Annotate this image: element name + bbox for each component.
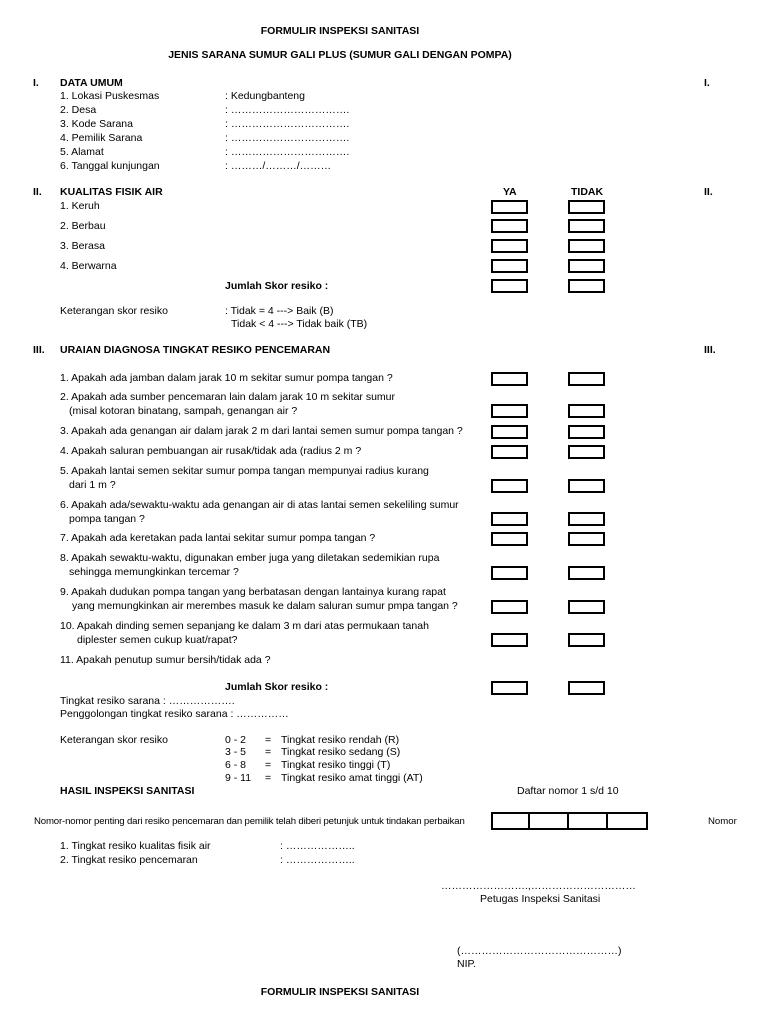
legend-description: Tingkat resiko rendah (R) bbox=[281, 734, 400, 746]
score-box-ya[interactable] bbox=[491, 279, 528, 293]
checkbox-tidak[interactable] bbox=[568, 633, 605, 647]
checkbox-ya[interactable] bbox=[491, 532, 528, 546]
section-2-number-right: II. bbox=[704, 186, 713, 198]
score-box-ya[interactable] bbox=[491, 681, 528, 695]
checkbox-tidak[interactable] bbox=[568, 239, 605, 253]
nomor-penting-text: Nomor-nomor penting dari resiko pencemaran dan pemilik telah diberi petunjuk untuk tindakan perbaikan bbox=[34, 816, 465, 827]
question-4: 4. Apakah saluran pembuangan air rusak/tidak ada (radius 2 m ? bbox=[60, 445, 362, 457]
question-2: 2. Apakah ada sumber pencemaran lain dalam jarak 10 m sekitar sumur bbox=[60, 391, 396, 403]
section-2-score-label: Jumlah Skor resiko : bbox=[225, 280, 329, 292]
checkbox-ya[interactable] bbox=[491, 445, 528, 459]
daftar-nomor-label: Daftar nomor 1 s/d 10 bbox=[517, 785, 619, 797]
question-8-cont: sehingga memungkinkan tercemar ? bbox=[69, 566, 239, 578]
checkbox-ya[interactable] bbox=[491, 600, 528, 614]
checkbox-ya[interactable] bbox=[491, 479, 528, 493]
question-6-cont: pompa tangan ? bbox=[69, 513, 145, 525]
checkbox-ya[interactable] bbox=[491, 372, 528, 386]
section-1-number: I. bbox=[33, 77, 39, 89]
question-10: 10. Apakah dinding semen sepanjang ke dalam 3 m dari atas permukaan tanah bbox=[60, 620, 429, 632]
risk-level-label: Tingkat resiko sarana : ………………. bbox=[60, 695, 235, 707]
risk-class-label: Penggolongan tingkat resiko sarana : …………… bbox=[60, 708, 289, 720]
result-item-2-label: 2. Tingkat resiko pencemaran bbox=[60, 854, 198, 866]
water-item-berbau: 2. Berbau bbox=[60, 220, 106, 232]
question-2-cont: (misal kotoran binatang, sampah, genangan air ? bbox=[69, 405, 298, 417]
checkbox-tidak[interactable] bbox=[568, 425, 605, 439]
nomor-right-label: Nomor bbox=[708, 816, 737, 827]
checkbox-ya[interactable] bbox=[491, 200, 528, 214]
checkbox-tidak[interactable] bbox=[568, 600, 605, 614]
result-item-1-value[interactable]: : ……………….. bbox=[280, 840, 355, 852]
field-value-tanggal[interactable]: : ………/………/……… bbox=[225, 160, 332, 172]
section-1-title: DATA UMUM bbox=[60, 77, 123, 89]
legend-range: 6 - 8 bbox=[225, 759, 247, 771]
score-box-tidak[interactable] bbox=[568, 279, 605, 293]
footer-title: FORMULIR INSPEKSI SANITASI bbox=[260, 986, 420, 998]
legend-equals: = bbox=[265, 746, 272, 758]
legend-description: Tingkat resiko amat tinggi (AT) bbox=[281, 772, 423, 784]
legend-equals: = bbox=[265, 759, 272, 771]
score-box-tidak[interactable] bbox=[568, 681, 605, 695]
checkbox-ya[interactable] bbox=[491, 425, 528, 439]
checkbox-tidak[interactable] bbox=[568, 445, 605, 459]
legend-range: 0 - 2 bbox=[225, 734, 247, 746]
checkbox-tidak[interactable] bbox=[568, 512, 605, 526]
legend-description: Tingkat resiko sedang (S) bbox=[281, 746, 401, 758]
section-3-note-label: Keterangan skor resiko bbox=[60, 734, 168, 746]
field-value-lokasi[interactable]: : Kedungbanteng bbox=[225, 90, 305, 102]
section-3-score-label: Jumlah Skor resiko : bbox=[225, 681, 329, 693]
field-label-kode: 3. Kode Sarana bbox=[60, 118, 133, 130]
water-item-keruh: 1. Keruh bbox=[60, 200, 100, 212]
officer-label: Petugas Inspeksi Sanitasi bbox=[480, 893, 601, 905]
section-3-number: III. bbox=[33, 344, 45, 356]
section-1-number-right: I. bbox=[704, 77, 710, 89]
field-value-alamat[interactable]: : ……………………………. bbox=[225, 146, 350, 158]
checkbox-ya[interactable] bbox=[491, 512, 528, 526]
legend-range: 3 - 5 bbox=[225, 746, 247, 758]
section-2-note-line-2: Tidak < 4 ---> Tidak baik (TB) bbox=[231, 318, 368, 330]
legend-equals: = bbox=[265, 772, 272, 784]
question-10-cont: diplester semen cukup kuat/rapat? bbox=[77, 634, 238, 646]
question-5-cont: dari 1 m ? bbox=[69, 479, 116, 491]
checkbox-tidak[interactable] bbox=[568, 219, 605, 233]
question-3: 3. Apakah ada genangan air dalam jarak 2 m dari lantai semen sumur pompa tangan ? bbox=[60, 425, 463, 437]
checkbox-tidak[interactable] bbox=[568, 566, 605, 580]
nip-label: NIP. bbox=[457, 958, 477, 970]
field-label-desa: 2. Desa bbox=[60, 104, 97, 116]
checkbox-tidak[interactable] bbox=[568, 532, 605, 546]
field-label-alamat: 5. Alamat bbox=[60, 146, 104, 158]
field-value-pemilik[interactable]: : ……………………………. bbox=[225, 132, 350, 144]
field-label-tanggal: 6. Tanggal kunjungan bbox=[60, 160, 160, 172]
result-item-1-label: 1. Tingkat resiko kualitas fisik air bbox=[60, 840, 211, 852]
question-1: 1. Apakah ada jamban dalam jarak 10 m sekitar sumur pompa tangan ? bbox=[60, 372, 393, 384]
section-2-note-line-1: : Tidak = 4 ---> Baik (B) bbox=[225, 305, 334, 317]
checkbox-ya[interactable] bbox=[491, 219, 528, 233]
question-9: 9. Apakah dudukan pompa tangan yang berbatasan dengan lantainya kurang rapat bbox=[60, 586, 446, 598]
section-2-number: II. bbox=[33, 186, 42, 198]
water-item-berasa: 3. Berasa bbox=[60, 240, 105, 252]
signature-date-line[interactable]: …………………….,………………………… bbox=[441, 880, 636, 892]
question-5: 5. Apakah lantai semen sekitar sumur pompa tangan mempunyai radius kurang bbox=[60, 465, 429, 477]
checkbox-ya[interactable] bbox=[491, 259, 528, 273]
officer-name-line[interactable]: (………………………………………) bbox=[457, 945, 622, 957]
checkbox-tidak[interactable] bbox=[568, 404, 605, 418]
field-value-desa[interactable]: : ……………………………. bbox=[225, 104, 350, 116]
section-2-title: KUALITAS FISIK AIR bbox=[60, 186, 163, 198]
checkbox-ya[interactable] bbox=[491, 566, 528, 580]
section-3-number-right: III. bbox=[704, 344, 716, 356]
checkbox-tidak[interactable] bbox=[568, 259, 605, 273]
checkbox-ya[interactable] bbox=[491, 404, 528, 418]
question-8: 8. Apakah sewaktu-waktu, digunakan ember juga yang diletakan sedemikian rupa bbox=[60, 552, 440, 564]
field-label-lokasi: 1. Lokasi Puskesmas bbox=[60, 90, 160, 102]
section-3-title: URAIAN DIAGNOSA TINGKAT RESIKO PENCEMARAN bbox=[60, 344, 331, 356]
result-item-2-value[interactable]: : ……………….. bbox=[280, 854, 355, 866]
checkbox-tidak[interactable] bbox=[568, 372, 605, 386]
checkbox-tidak[interactable] bbox=[568, 479, 605, 493]
water-item-berwarna: 4. Berwarna bbox=[60, 260, 117, 272]
checkbox-ya[interactable] bbox=[491, 239, 528, 253]
legend-description: Tingkat resiko tinggi (T) bbox=[281, 759, 391, 771]
field-value-kode[interactable]: : ……………………………. bbox=[225, 118, 350, 130]
question-11: 11. Apakah penutup sumur bersih/tidak ada ? bbox=[60, 654, 271, 666]
checkbox-tidak[interactable] bbox=[568, 200, 605, 214]
column-header-ya: YA bbox=[503, 186, 517, 198]
nomor-box[interactable] bbox=[569, 814, 608, 828]
nomor-box[interactable] bbox=[493, 814, 530, 828]
question-9-cont: yang memungkinkan air merembes masuk ke dalam saluran sumur pmpa tangan ? bbox=[72, 600, 458, 612]
checkbox-ya[interactable] bbox=[491, 633, 528, 647]
field-label-pemilik: 4. Pemilik Sarana bbox=[60, 132, 143, 144]
nomor-box[interactable] bbox=[530, 814, 569, 828]
nomor-box[interactable] bbox=[608, 814, 644, 828]
question-6: 6. Apakah ada/sewaktu-waktu ada genangan air di atas lantai semen sekeliling sumur bbox=[60, 499, 459, 511]
column-header-tidak: TIDAK bbox=[571, 186, 604, 198]
nomor-boxes[interactable] bbox=[491, 812, 648, 830]
legend-equals: = bbox=[265, 734, 272, 746]
question-7: 7. Apakah ada keretakan pada lantai sekitar sumur pompa tangan ? bbox=[60, 532, 376, 544]
form-title: FORMULIR INSPEKSI SANITASI bbox=[260, 25, 420, 37]
form-subtitle: JENIS SARANA SUMUR GALI PLUS (SUMUR GALI DENGAN POMPA) bbox=[168, 49, 512, 61]
section-2-note-label: Keterangan skor resiko bbox=[60, 305, 168, 317]
legend-range: 9 - 11 bbox=[225, 772, 252, 784]
results-title: HASIL INSPEKSI SANITASI bbox=[60, 785, 195, 797]
